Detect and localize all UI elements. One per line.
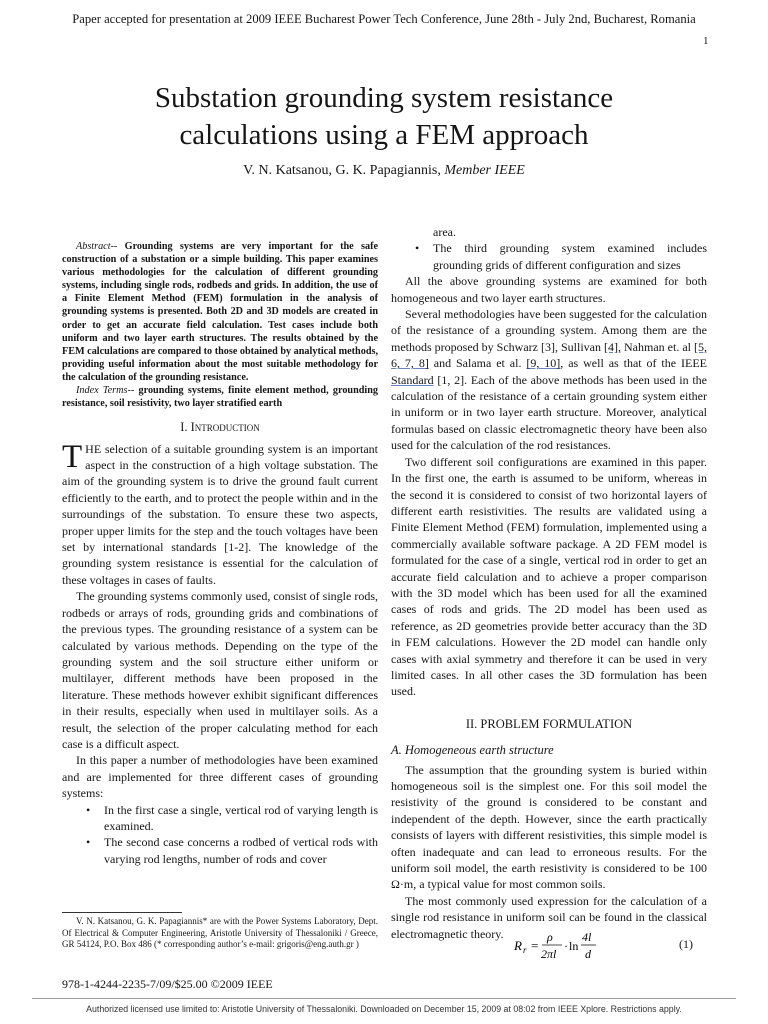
subsection-heading-homogeneous: A. Homogeneous earth structure	[391, 743, 554, 758]
equation-number: (1)	[679, 937, 693, 951]
bottom-divider	[32, 998, 736, 999]
section-1-title: Introduction	[190, 420, 260, 435]
equation-lhs-subscript: r	[523, 945, 527, 955]
right-paragraph-3: Two different soil configurations are examined in this paper. In the first one, the earth is assumed to be uniform, whereas in the second it is considered to consist of two horizontal layers of different earth resistivities. The results are validated using a Finite Element Method (FEM) formulation, implemented using a commercially available software package. A 2D FEM model is formulated for the case of a single, vertical rod in order to get an accurate field calculation and to achieve a proper comparison with the 3D model which has been used for all the examined cases of rods and grids. The 2D model has been used as reference, as 2D geometries provide better accuracy than the 3D in FEM calculations. However the 2D model can handle only cases with axial symmetry and therefore it can be used in very limited cases. In all other cases the 3D formulation has been used.	[391, 454, 707, 699]
citation-link-4[interactable]: [4],	[604, 339, 621, 354]
equation-frac2-numerator: 4l	[582, 930, 592, 944]
bullet-icon: •	[86, 835, 91, 850]
grounding-case-list	[62, 802, 378, 868]
conference-header: Paper accepted for presentation at 2009 IEEE Bucharest Power Tech Conference, June 28th - July 2nd, Bucharest, Romania	[72, 12, 696, 26]
list-item-text: The third grounding system examined includes grounding grids of different configuration and sizes	[433, 241, 707, 272]
grounding-case-list-continued	[391, 240, 707, 273]
equation-graphic	[512, 930, 632, 964]
index-terms-body: grounding systems, finite element method, grounding resistance, soil resistivity, two layer stratified earth	[62, 385, 379, 410]
author-line	[0, 163, 768, 179]
list-item	[86, 802, 378, 835]
text-run: , as well as that of the IEEE	[560, 356, 707, 371]
section-1-number: I.	[180, 420, 188, 435]
intro-paragraph-2: The grounding systems commonly used, consist of single rods, rodbeds or arrays of rods, grounding grids and combinations of the previous types. The grounding resistance of a system can be calculated by various methods. Depending on the type of the grounding system and the soil structure either uniform or multilayer, different methods have been proposed in the literature. These methods however exhibit significant differences in their results, especially when used in multilayer soils. As a result, the selection of the proper calculating method for each case is a difficult aspect.	[62, 589, 378, 751]
equation-frac1-numerator: ρ	[547, 930, 553, 944]
equation-dot: ·	[564, 939, 568, 953]
section-heading-introduction	[62, 419, 378, 435]
list-continuation: area.	[433, 225, 456, 239]
intro-paragraph-1-text: HE selection of a suitable grounding system is an important aspect in the construction of a high voltage substation. The aim of the grounding system is to drive the ground fault current efficiently to the earth, and to protect the people within and in the surroundings of the substation. To ensure these two aspects, proper upper limits for the step and the touch voltages have been set by international standards [1-2]. The knowledge of the grounding system resistance is essential for the calculation of these voltages in cases of faults.	[62, 441, 378, 587]
title-line-2: calculations using a FEM approach	[179, 119, 589, 151]
equation-lhs: R	[514, 938, 522, 953]
title-line-1: Substation grounding system resistance	[154, 82, 614, 114]
standard-link[interactable]: Standard	[391, 372, 434, 387]
text-run: and Salama et al.	[428, 356, 527, 371]
paper-title	[0, 80, 768, 154]
left-column	[62, 240, 378, 867]
license-notice: Authorized licensed use limited to: Aristotle University of Thessaloniki. Downloaded on December 15, 2009 at 08:02 from IEEE Xplore. Restrictions apply.	[86, 1004, 682, 1014]
abstract-body: Grounding systems are very important for the safe construction of a substation or a simple building. This paper examines various methodologies for the calculation of different grounding systems, including single rods, rodbeds and grids. In addition, the use of a Finite Element Method (FEM) formulation in the analysis of grounding systems is presented. Both 2D and 3D models are created in order to get an accurate field calculation. Test cases include both uniform and two layer earth structures. The results obtained by the FEM calculations are compared to those obtained by analytical methods, providing useful information about the most suitable methodology for the calculation of the grounding resistance.	[62, 241, 378, 383]
equation-ln: ln	[569, 939, 579, 953]
author-footnote: V. N. Katsanou, G. K. Papagiannis* are with the Power Systems Laboratory, Dept. Of Electrical & Computer Engineering, Aristotle University of Thessaloniki / Greece, GR 54124, P.O. Box 486 (* corresponding author’s e-mail: grigoris@eng.auth.gr )	[62, 916, 378, 950]
footnote-divider	[62, 912, 182, 913]
right-paragraph-5: The most commonly used expression for the calculation of a single rod resistance in uniform soil can be found in the classical electromagnetic theory.	[391, 893, 707, 941]
intro-paragraph-3: In this paper a number of methodologies have been examined and are implemented for three different cases of grounding systems:	[62, 753, 378, 801]
list-item	[86, 834, 378, 867]
isbn-copyright: 978-1-4244-2235-7/09/$25.00 ©2009 IEEE	[62, 977, 273, 991]
text-run: Nahman et. al	[621, 339, 694, 354]
bullet-icon: •	[415, 241, 420, 256]
right-paragraph-1: All the above grounding systems are examined for both homogeneous and two layer earth structures.	[391, 274, 707, 305]
equation-equals: =	[531, 938, 539, 953]
index-terms	[62, 384, 378, 410]
right-column	[391, 224, 707, 942]
index-terms-lead: Index Terms--	[76, 385, 135, 397]
section-2-title: PROBLEM FORMULATION	[480, 716, 633, 731]
list-item	[415, 240, 707, 273]
page-number: 1	[703, 35, 709, 47]
equation-frac2-denominator: d	[585, 947, 591, 961]
abstract-lead: Abstract--	[76, 241, 118, 252]
intro-paragraph-1	[62, 438, 378, 589]
section-heading-problem-formulation	[391, 716, 707, 732]
equation-frac1-denominator: 2πl	[541, 947, 557, 961]
section-2-number: II.	[465, 716, 478, 731]
list-item-text: The second case concerns a rodbed of vertical rods with varying rod lengths, number of rods and cover	[104, 835, 378, 866]
author-names: V. N. Katsanou, G. K. Papagiannis,	[243, 163, 441, 178]
abstract	[62, 240, 378, 384]
author-membership: Member IEEE	[444, 163, 525, 178]
text-run: [1, 2]. Each of the above methods has been used in the calculation of the resistance of a certain grounding system either in uniform or in two layer earth structure. Moreover, analytical formulas based on classic electromagnetic theory have been also used for the calculation of the rod resistances.	[391, 372, 707, 453]
list-item-text: In the first case a single, vertical rod of varying length is examined.	[104, 802, 378, 833]
citation-link-5-8[interactable]: [5, 6, 7, 8]	[391, 339, 707, 371]
text-run: Several methodologies have been suggested for the calculation of the resistance of a grounding system. Among them are the methods proposed by Schwarz [3], Sullivan	[391, 307, 707, 354]
citation-link-9-10[interactable]: [9, 10]	[526, 356, 561, 371]
right-paragraph-4: The assumption that the grounding system is buried within homogeneous soil is the simplest one. For this soil model the resistivity of the ground is considered to be constant and independent of the depth. However, since the earth practically consists of layers with different resistivities, this simple model is often inadequate and can lead to erroneous results. For the uniform soil model, the earth resistivity is considered to be 100 Ω·m, a typical value for most common soils.	[391, 762, 707, 892]
drop-cap: T	[62, 438, 83, 475]
equation-1	[512, 930, 707, 964]
right-paragraph-2	[391, 306, 707, 454]
bullet-icon: •	[86, 802, 91, 817]
